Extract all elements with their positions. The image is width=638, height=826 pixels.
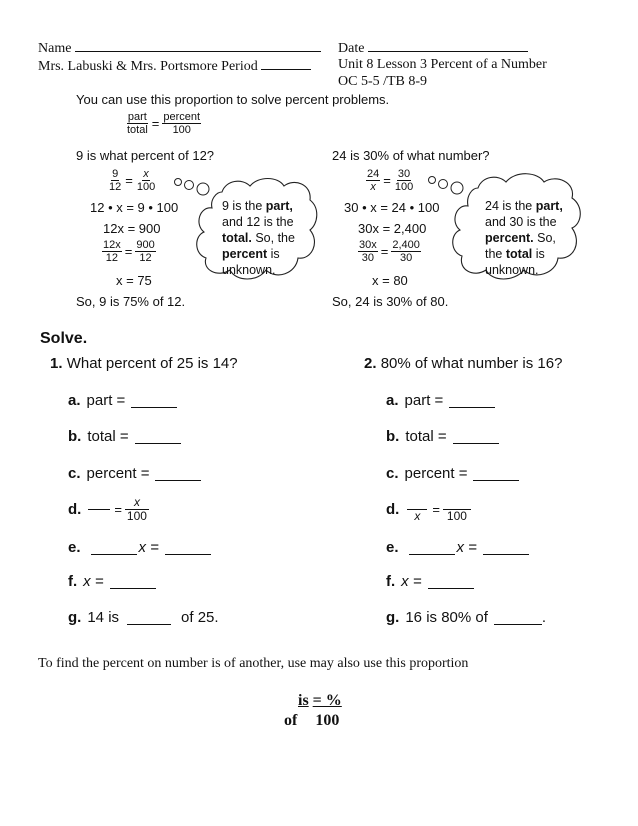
example1-proportion [108, 168, 156, 193]
p2-a-blank[interactable] [449, 393, 495, 408]
footer-eq-pct: = % [312, 692, 342, 709]
name-line [38, 38, 321, 57]
p1-b [68, 428, 181, 445]
intro-frac-right [162, 111, 201, 136]
p1-e-text: x = [138, 539, 159, 556]
p1-text: What percent of 25 is 14? [66, 355, 238, 372]
p2-e-blank2[interactable] [483, 540, 529, 555]
p1-e [68, 539, 211, 556]
b2-l1b: part, [535, 199, 563, 213]
b1-l2: and 12 is the [222, 215, 294, 229]
p1-d [68, 496, 149, 523]
b2-l4b: total [505, 247, 533, 261]
p2-d-frac1[interactable] [405, 496, 429, 523]
p2-g-end: . [541, 609, 547, 626]
p1-b-blank[interactable] [135, 429, 181, 444]
p1-a-text: part = [86, 392, 126, 409]
b2-l2: and 30 is the [485, 215, 557, 229]
unit-line: Unit 8 Lesson 3 Percent of a Number [338, 57, 547, 72]
ex1-f3-num: 12x [103, 239, 121, 251]
ex2-divide [358, 239, 421, 264]
p1-num: 1. [50, 355, 63, 372]
ex1-conclusion: So, 9 is 75% of 12. [76, 294, 186, 309]
p1-f-label: f. [68, 573, 78, 590]
date-blank[interactable] [368, 38, 528, 52]
intro-part: part [127, 111, 147, 123]
b2-l5: unknown. [485, 263, 539, 277]
ex1-line5: x = 75 [116, 273, 152, 288]
p1-g-blank[interactable] [127, 610, 171, 625]
p1-g-text1: 14 is [87, 609, 120, 626]
p1-g-text2: of 25. [181, 609, 219, 626]
p1-d-eq: = [114, 502, 122, 517]
p2-f [386, 573, 474, 590]
p2-g-label: g. [386, 609, 400, 626]
p2-f-label: f. [386, 573, 396, 590]
intro-percent: percent [163, 111, 201, 123]
p2-f-text: x = [401, 573, 422, 590]
ex1-f4-den: 12 [139, 252, 152, 264]
p1-d-label: d. [68, 501, 82, 518]
p1-d-num: x [125, 496, 149, 510]
ex1-line3: 12x = 900 [103, 221, 161, 236]
p1-e-blank1[interactable] [91, 540, 137, 555]
p2-num: 2. [364, 355, 377, 372]
p2-text: 80% of what number is 16? [380, 355, 563, 372]
teacher-line [38, 56, 311, 75]
ex1-f2-den: 100 [136, 181, 156, 193]
footer-text: To find the percent on number is of another, use may also use this proportion [38, 656, 469, 671]
ex1-divide [102, 239, 156, 264]
ex1-f1-den: 12 [109, 181, 122, 193]
p2-e [386, 539, 529, 556]
p1-b-text: total = [87, 428, 129, 445]
p2-e-blank1[interactable] [409, 540, 455, 555]
ex2-f3-den: 30 [361, 252, 374, 264]
problem1-question [50, 355, 238, 372]
p2-g-text1: 16 is 80% of [405, 609, 488, 626]
ex1-eq1: = [125, 173, 133, 188]
p1-e-label: e. [68, 539, 81, 556]
ex1-f1-num: 9 [112, 168, 119, 180]
b1-l4b: is [267, 247, 280, 261]
p2-f-blank[interactable] [428, 574, 474, 589]
ex1-f2-num: x [143, 168, 149, 180]
period-blank[interactable] [261, 56, 311, 70]
ex2-f3-num: 30x [359, 239, 377, 251]
oc-line: OC 5-5 /TB 8-9 [338, 74, 428, 89]
intro-equals: = [151, 116, 160, 131]
b1-l4a: percent [222, 247, 268, 261]
example2-proportion [366, 168, 414, 193]
ex2-f4-den: 30 [399, 252, 413, 264]
date-line [338, 38, 528, 57]
p2-b-blank[interactable] [453, 429, 499, 444]
ex1-line2: 12 • x = 9 • 100 [90, 200, 179, 215]
date-label: Date [338, 41, 365, 56]
ex2-line5: x = 80 [372, 273, 408, 288]
footer-proportion-top [298, 692, 342, 710]
teacher-text: Mrs. Labuski & Mrs. Portsmore Period [38, 59, 258, 74]
bubble2-text [485, 198, 563, 278]
ex2-f2-den: 100 [394, 181, 414, 193]
p2-a-text: part = [404, 392, 444, 409]
p1-c-text: percent = [86, 465, 150, 482]
ex2-eq2: = [380, 244, 389, 259]
p2-d-label: d. [386, 501, 400, 518]
p2-d-eq: = [432, 502, 440, 517]
p2-d-frac2[interactable] [443, 496, 471, 523]
p1-g [68, 609, 219, 626]
name-label: Name [38, 41, 72, 56]
p2-b-label: b. [386, 428, 400, 445]
intro-total: total [127, 124, 148, 136]
footer-is: is [298, 692, 309, 709]
b1-l3a: total. [222, 231, 252, 245]
p1-g-label: g. [68, 609, 82, 626]
bubble1-text [222, 198, 295, 278]
p1-c-label: c. [68, 465, 81, 482]
b2-l3b: So, [533, 231, 556, 245]
ex1-f3-den: 12 [105, 252, 118, 264]
ex2-eq1: = [383, 173, 391, 188]
b1-l1a: 9 is the [222, 199, 266, 213]
intro-frac-left [126, 111, 149, 136]
b2-l1a: 24 is the [485, 199, 536, 213]
intro-proportion [126, 111, 201, 136]
p1-f-blank[interactable] [110, 574, 156, 589]
b2-l4c: is [532, 247, 545, 261]
p1-f-text: x = [83, 573, 104, 590]
p2-c [386, 465, 519, 482]
p2-g-blank[interactable] [494, 610, 542, 625]
p1-a-blank[interactable] [131, 393, 177, 408]
intro-text: You can use this proportion to solve percent problems. [76, 92, 390, 107]
ex2-f2-num: 30 [397, 168, 411, 180]
p2-e-label: e. [386, 539, 399, 556]
example1-title: 9 is what percent of 12? [76, 148, 215, 163]
b2-l3a: percent. [485, 231, 534, 245]
footer-proportion-bottom [284, 712, 339, 730]
b1-l3b: So, the [251, 231, 295, 245]
ex2-line3: 30x = 2,400 [358, 221, 427, 236]
b1-l5: unknown. [222, 263, 276, 277]
p2-d-den2: 100 [446, 509, 467, 523]
footer-100: 100 [315, 712, 340, 729]
p2-d-den1: x [414, 509, 421, 523]
p2-b [386, 428, 499, 445]
ex2-f1-num: 24 [367, 168, 380, 180]
p2-a [386, 392, 495, 409]
p2-b-text: total = [405, 428, 447, 445]
ex1-f4-num: 900 [136, 239, 155, 251]
p1-b-label: b. [68, 428, 82, 445]
p2-c-blank[interactable] [473, 466, 519, 481]
p2-d [386, 496, 471, 523]
name-blank[interactable] [75, 38, 321, 52]
example2-title: 24 is 30% of what number? [332, 148, 490, 163]
ex2-f4-num: 2,400 [392, 239, 420, 251]
ex2-line2: 30 • x = 24 • 100 [344, 200, 440, 215]
p2-g [386, 609, 546, 626]
b1-l1b: part, [265, 199, 293, 213]
p1-f [68, 573, 156, 590]
ex1-eq2: = [124, 244, 133, 259]
p1-c-blank[interactable] [155, 466, 201, 481]
intro-100: 100 [172, 124, 191, 136]
p2-e-text: x = [456, 539, 477, 556]
footer-of: of [284, 712, 298, 729]
p1-a-label: a. [68, 392, 81, 409]
p2-c-label: c. [386, 465, 399, 482]
p1-e-blank2[interactable] [165, 540, 211, 555]
ex2-f1-den: x [370, 181, 376, 193]
solve-heading: Solve. [40, 330, 88, 347]
p1-d-frac1[interactable] [87, 496, 111, 523]
p1-d-den: 100 [126, 509, 147, 523]
p1-d-frac2 [125, 496, 149, 523]
b2-l4a: the [485, 247, 506, 261]
p2-a-label: a. [386, 392, 399, 409]
p1-c [68, 465, 201, 482]
problem2-question [364, 355, 562, 372]
ex2-conclusion: So, 24 is 30% of 80. [332, 294, 449, 309]
p1-a [68, 392, 177, 409]
p2-c-text: percent = [404, 465, 468, 482]
